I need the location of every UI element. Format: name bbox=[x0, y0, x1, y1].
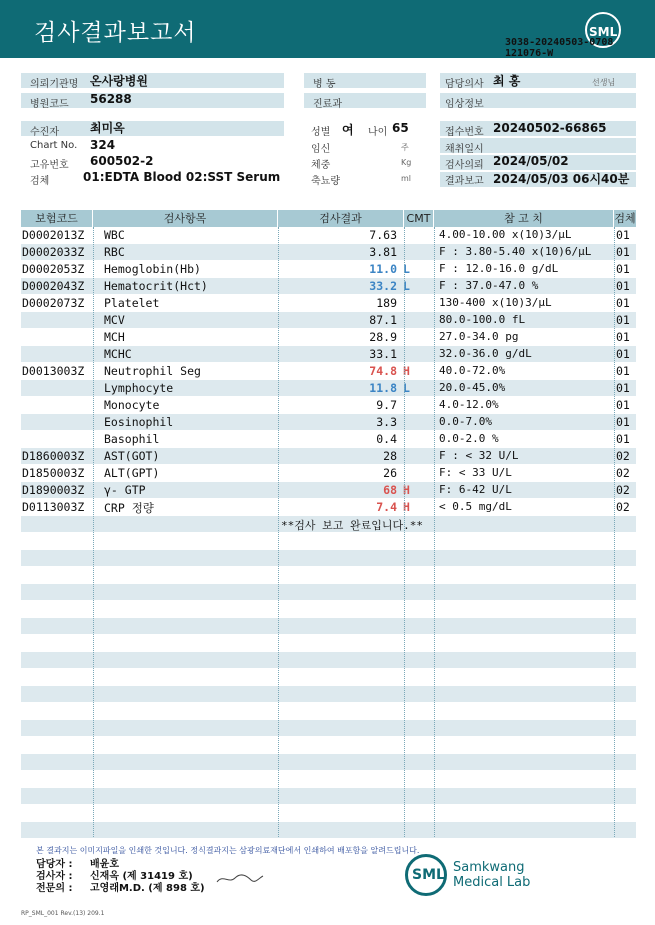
cell-code: D0113003Z bbox=[22, 500, 85, 514]
cell-code: D0002013Z bbox=[22, 228, 85, 242]
hospital-code-label: 병원코드 bbox=[30, 99, 69, 110]
cell-code: D0002033Z bbox=[22, 245, 85, 259]
cell-result: 28 bbox=[383, 449, 397, 463]
cell-ref: 0.0-2.0 % bbox=[439, 432, 499, 445]
table-row bbox=[21, 465, 636, 481]
clinical-label: 임상정보 bbox=[445, 99, 484, 110]
table-row bbox=[21, 533, 636, 549]
cell-spec: 01 bbox=[616, 296, 630, 310]
cell-spec: 02 bbox=[616, 466, 630, 480]
cell-spec: 02 bbox=[616, 500, 630, 514]
cell-spec: 01 bbox=[616, 313, 630, 327]
urine-unit: ml bbox=[401, 174, 412, 183]
cell-result: 189 bbox=[376, 296, 397, 310]
cell-ref: 20.0-45.0% bbox=[439, 381, 506, 394]
report-label: 결과보고 bbox=[445, 176, 484, 187]
cell-item: Monocyte bbox=[104, 398, 160, 412]
cell-result: 87.1 bbox=[369, 313, 397, 327]
sex-value: 여 bbox=[342, 123, 354, 137]
staff-name: 신재옥 (제 31419 호) bbox=[90, 871, 193, 882]
id-label: 고유번호 bbox=[30, 160, 69, 171]
cell-spec: 02 bbox=[616, 449, 630, 463]
cell-ref: 40.0-72.0% bbox=[439, 364, 506, 377]
cell-code: D0002053Z bbox=[22, 262, 85, 276]
cell-code: D1850003Z bbox=[22, 466, 85, 480]
collect-label: 채취일시 bbox=[445, 144, 484, 155]
preg-unit: 주 bbox=[401, 143, 409, 152]
cell-ref: 4.00-10.00 x(10)3/μL bbox=[439, 228, 572, 241]
table-row bbox=[21, 567, 636, 583]
table-row bbox=[21, 227, 636, 243]
company-name: Samkwang Medical Lab bbox=[453, 860, 531, 890]
table-row bbox=[21, 244, 636, 260]
cell-spec: 01 bbox=[616, 364, 630, 378]
cell-result: 28.9 bbox=[369, 330, 397, 344]
cell-ref: < 0.5 mg/dL bbox=[439, 500, 512, 513]
complete-message: **검사 보고 완료입니다.** bbox=[281, 519, 423, 532]
specimen-value: 01:EDTA Blood 02:SST Serum bbox=[83, 170, 281, 184]
company-logo: SML bbox=[405, 854, 447, 896]
patient-label: 수진자 bbox=[30, 127, 59, 138]
cell-item: Eosinophil bbox=[104, 415, 174, 429]
report-value: 2024/05/03 06시40분 bbox=[493, 172, 630, 186]
cell-code: D0002043Z bbox=[22, 279, 85, 293]
institution-label: 의뢰기관명 bbox=[30, 79, 79, 90]
cell-result: 0.4 bbox=[376, 432, 397, 446]
staff-name: 고영래M.D. (제 898 호) bbox=[90, 883, 205, 894]
staff-name: 배윤호 bbox=[90, 859, 119, 870]
hospital-code-value: 56288 bbox=[90, 92, 132, 106]
cell-code: D0013003Z bbox=[22, 364, 85, 378]
dept-label: 진료과 bbox=[313, 99, 342, 110]
staff-role: 담당자 : bbox=[36, 859, 73, 870]
patient-value: 최미옥 bbox=[90, 121, 125, 135]
staff-role: 전문의 : bbox=[36, 883, 73, 894]
receipt-value: 20240502-66865 bbox=[493, 121, 607, 135]
col-result: 검사결과 bbox=[278, 210, 404, 227]
cell-ref: 32.0-36.0 g/dL bbox=[439, 347, 532, 360]
table-row bbox=[21, 686, 636, 702]
cell-spec: 02 bbox=[616, 483, 630, 497]
cell-result: 9.7 bbox=[376, 398, 397, 412]
age-label: 나이 bbox=[368, 127, 388, 138]
cell-item: WBC bbox=[104, 228, 125, 242]
cell-item: MCV bbox=[104, 313, 125, 327]
cell-code: D0002073Z bbox=[22, 296, 85, 310]
cell-item: AST(GOT) bbox=[104, 449, 160, 463]
doctor-label: 담당의사 bbox=[445, 79, 484, 90]
cell-spec: 01 bbox=[616, 228, 630, 242]
table-row bbox=[21, 397, 636, 413]
weight-label: 체중 bbox=[311, 160, 331, 171]
table-row bbox=[21, 380, 636, 396]
sml-logo: SML bbox=[585, 12, 621, 48]
cell-code: D1890003Z bbox=[22, 483, 85, 497]
cell-ref: F : 12.0-16.0 g/dL bbox=[439, 262, 559, 275]
cell-ref: 4.0-12.0% bbox=[439, 398, 499, 411]
cell-item: γ- GTP bbox=[104, 483, 146, 497]
table-row bbox=[21, 414, 636, 430]
cell-ref: F : 37.0-47.0 % bbox=[439, 279, 539, 292]
urine-label: 축뇨량 bbox=[311, 176, 340, 187]
cell-item: MCH bbox=[104, 330, 125, 344]
cell-item: CRP 정량 bbox=[104, 501, 154, 515]
id-value: 600502-2 bbox=[90, 154, 154, 168]
cell-spec: 01 bbox=[616, 330, 630, 344]
table-row bbox=[21, 618, 636, 634]
table-row bbox=[21, 788, 636, 804]
cell-ref: 130-400 x(10)3/μL bbox=[439, 296, 552, 309]
signature-image bbox=[215, 870, 265, 886]
age-value: 65 bbox=[392, 121, 409, 135]
cell-ref: 80.0-100.0 fL bbox=[439, 313, 526, 326]
cell-item: Lymphocyte bbox=[104, 381, 174, 395]
table-row bbox=[21, 584, 636, 600]
table-row bbox=[21, 669, 636, 685]
cell-spec: 01 bbox=[616, 245, 630, 259]
chart-value: 324 bbox=[90, 138, 116, 152]
table-row bbox=[21, 805, 636, 821]
table-row bbox=[21, 431, 636, 447]
cell-spec: 01 bbox=[616, 262, 630, 276]
weight-unit: Kg bbox=[401, 158, 412, 167]
table-row bbox=[21, 550, 636, 566]
request-value: 2024/05/02 bbox=[493, 154, 569, 168]
column-divider bbox=[278, 227, 279, 837]
cell-item: ALT(GPT) bbox=[104, 466, 160, 480]
doctor-suffix: 선생님 bbox=[592, 78, 616, 87]
cell-result: 74.8 bbox=[369, 364, 397, 378]
ward-label: 병 동 bbox=[313, 79, 336, 90]
cell-result: 3.81 bbox=[369, 245, 397, 259]
cell-spec: 01 bbox=[616, 347, 630, 361]
table-row bbox=[21, 703, 636, 719]
page-title: 검사결과보고서 bbox=[34, 20, 197, 46]
cell-flag: L bbox=[403, 279, 410, 293]
table-row bbox=[21, 482, 636, 498]
cell-spec: 01 bbox=[616, 398, 630, 412]
disclaimer: 본 결과지는 이미지파일을 인쇄한 것입니다. 정식결과지는 삼광의료재단에서 인쇄하여 배포함을 알려드립니다. bbox=[36, 846, 420, 855]
table-row bbox=[21, 635, 636, 651]
cell-item: RBC bbox=[104, 245, 125, 259]
cell-ref: F: < 33 U/L bbox=[439, 466, 512, 479]
preg-label: 임신 bbox=[311, 144, 331, 155]
cell-flag: H bbox=[403, 483, 410, 497]
cell-result: 26 bbox=[383, 466, 397, 480]
table-row bbox=[21, 754, 636, 770]
cell-item: Basophil bbox=[104, 432, 160, 446]
column-divider bbox=[614, 227, 615, 837]
cell-item: MCHC bbox=[104, 347, 132, 361]
cell-ref: 27.0-34.0 pg bbox=[439, 330, 519, 343]
cell-result: 33.1 bbox=[369, 347, 397, 361]
sex-label: 성별 bbox=[311, 127, 331, 138]
table-row bbox=[21, 499, 636, 515]
table-row bbox=[21, 261, 636, 277]
table-row bbox=[21, 737, 636, 753]
cell-flag: H bbox=[403, 364, 410, 378]
cell-item: Neutrophil Seg bbox=[104, 364, 201, 378]
table-row bbox=[21, 363, 636, 379]
table-row bbox=[21, 346, 636, 362]
column-divider bbox=[404, 227, 405, 837]
cell-ref: F: 6-42 U/L bbox=[439, 483, 512, 496]
receipt-label: 접수번호 bbox=[445, 127, 484, 138]
cell-flag: L bbox=[403, 262, 410, 276]
col-reference: 참 고 치 bbox=[434, 210, 614, 227]
cell-result: 3.3 bbox=[376, 415, 397, 429]
staff-role: 검사자 : bbox=[36, 871, 73, 882]
column-divider bbox=[434, 227, 435, 837]
info-bar bbox=[21, 121, 284, 136]
cell-result: 11.8 bbox=[369, 381, 397, 395]
cell-spec: 01 bbox=[616, 381, 630, 395]
cell-flag: H bbox=[403, 500, 410, 514]
specimen-label: 검체 bbox=[30, 176, 50, 187]
cell-flag: L bbox=[403, 381, 410, 395]
col-cmt: CMT bbox=[404, 210, 434, 227]
table-row bbox=[21, 295, 636, 311]
table-row bbox=[21, 771, 636, 787]
table-row bbox=[21, 601, 636, 617]
institution-value: 온사랑병원 bbox=[90, 74, 148, 88]
table-row bbox=[21, 822, 636, 838]
request-label: 검사의뢰 bbox=[445, 160, 484, 171]
cell-spec: 01 bbox=[616, 415, 630, 429]
document-number: 3038-20240503-0708 121076-W bbox=[505, 37, 614, 59]
cell-ref: 0.0-7.0% bbox=[439, 415, 492, 428]
col-specimen: 검체 bbox=[614, 212, 636, 225]
cell-spec: 01 bbox=[616, 279, 630, 293]
table-row bbox=[21, 329, 636, 345]
cell-ref: F : < 32 U/L bbox=[439, 449, 519, 462]
col-test-item: 검사항목 bbox=[93, 210, 278, 227]
chart-label: Chart No. bbox=[30, 140, 78, 151]
cell-result: 7.4 bbox=[376, 500, 397, 514]
table-row bbox=[21, 516, 636, 532]
table-row bbox=[21, 448, 636, 464]
table-row bbox=[21, 278, 636, 294]
table-row bbox=[21, 652, 636, 668]
cell-spec: 01 bbox=[616, 432, 630, 446]
col-insurance-code: 보험코드 bbox=[21, 210, 93, 227]
table-row bbox=[21, 720, 636, 736]
column-divider bbox=[93, 227, 94, 837]
doctor-value: 최 홍 bbox=[493, 74, 521, 88]
cell-result: 11.0 bbox=[369, 262, 397, 276]
cell-ref: F : 3.80-5.40 x(10)6/μL bbox=[439, 245, 592, 258]
cell-result: 7.63 bbox=[369, 228, 397, 242]
cell-code: D1860003Z bbox=[22, 449, 85, 463]
form-revision: RP_SML_001 Rev.(13) 209.1 bbox=[21, 910, 105, 917]
cell-item: Hemoglobin(Hb) bbox=[104, 262, 201, 276]
cell-result: 33.2 bbox=[369, 279, 397, 293]
cell-item: Hematocrit(Hct) bbox=[104, 279, 208, 293]
cell-result: 68 bbox=[383, 483, 397, 497]
cell-item: Platelet bbox=[104, 296, 160, 310]
table-row bbox=[21, 312, 636, 328]
